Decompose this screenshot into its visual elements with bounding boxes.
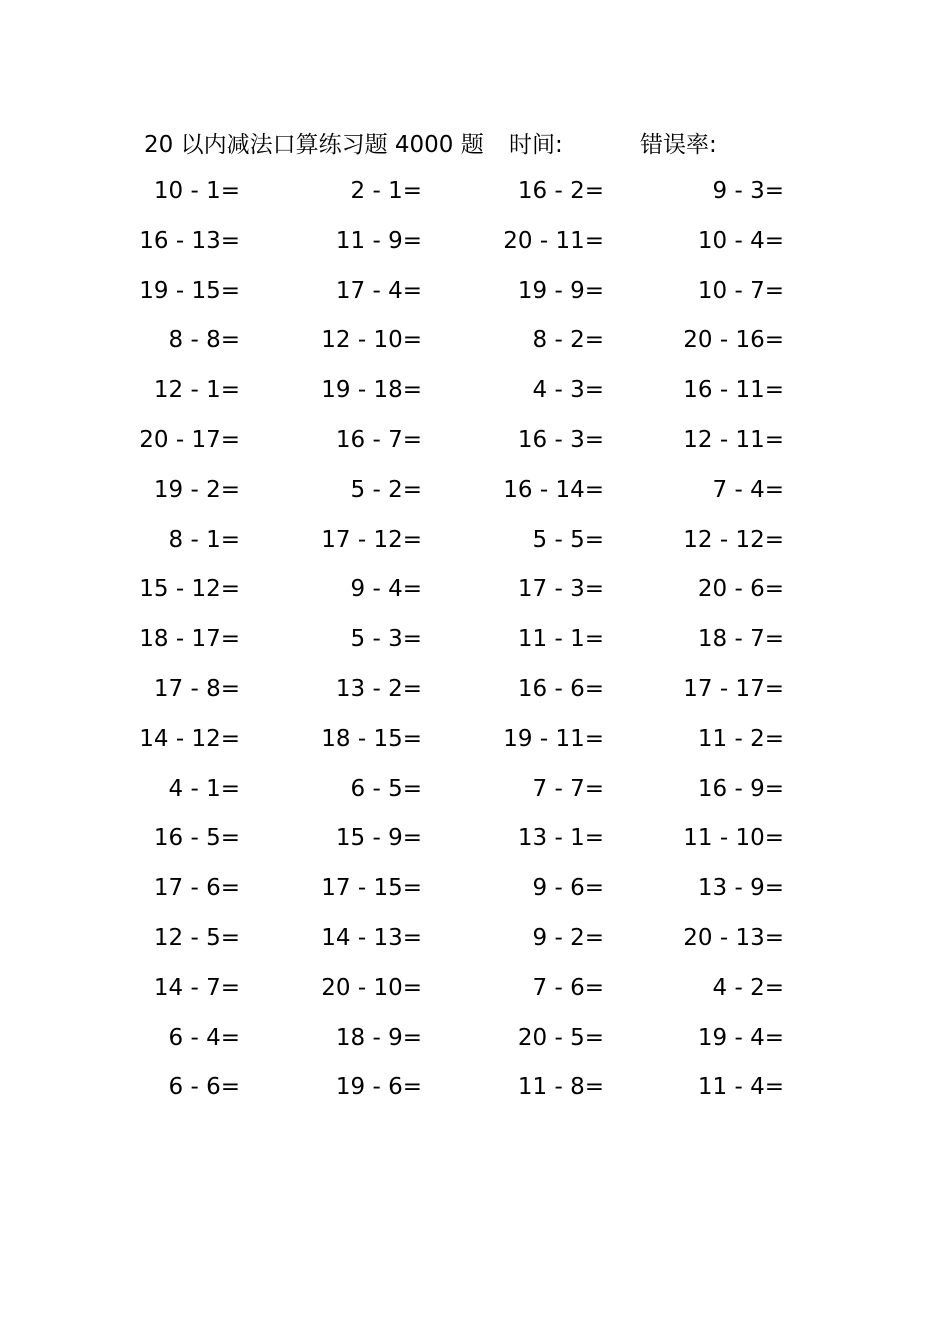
problem-item: 2 - 1= <box>350 178 422 204</box>
problem-item: 20 - 11= <box>503 227 604 254</box>
problem-item: 13 - 2= <box>335 675 422 702</box>
problem-item: 20 - 5= <box>517 1024 604 1051</box>
problem-item: 16 - 13= <box>139 227 240 254</box>
problem-item: 4 - 3= <box>532 377 604 404</box>
problem-item: 9 - 6= <box>532 875 604 902</box>
problem-item: 18 - 9= <box>335 1024 422 1051</box>
problem-item: 19 - 9= <box>517 277 604 304</box>
problem-item: 19 - 6= <box>335 1074 422 1101</box>
problem-item: 10 - 1= <box>153 178 240 204</box>
problem-item: 16 - 11= <box>683 377 784 404</box>
problem-item: 7 - 4= <box>712 476 784 503</box>
problem-item: 11 - 2= <box>697 725 784 752</box>
problem-item: 12 - 10= <box>321 327 422 354</box>
problem-item: 8 - 8= <box>168 327 240 354</box>
problem-item: 12 - 5= <box>153 924 240 951</box>
problem-item: 11 - 1= <box>517 626 604 653</box>
problem-item: 13 - 1= <box>517 825 604 852</box>
problem-item: 16 - 6= <box>517 675 604 702</box>
problem-row <box>0 274 950 324</box>
problem-row <box>0 1021 950 1071</box>
worksheet-header <box>0 126 950 160</box>
problem-item: 9 - 3= <box>712 178 784 204</box>
problem-item: 7 - 6= <box>532 974 604 1001</box>
problem-item: 17 - 3= <box>517 576 604 603</box>
problem-row <box>0 572 950 622</box>
worksheet-title: 20 以内减法口算练习题 4000 题 <box>144 132 484 158</box>
problem-item: 20 - 6= <box>697 576 784 603</box>
problem-item: 5 - 5= <box>532 526 604 553</box>
problem-item: 5 - 3= <box>350 626 422 653</box>
problem-item: 17 - 17= <box>683 675 784 702</box>
problem-item: 13 - 9= <box>697 875 784 902</box>
problem-item: 17 - 4= <box>335 277 422 304</box>
problem-row <box>0 323 950 373</box>
problem-item: 17 - 6= <box>153 875 240 902</box>
problem-item: 19 - 4= <box>697 1024 784 1051</box>
problem-row <box>0 971 950 1021</box>
problem-item: 16 - 9= <box>697 775 784 802</box>
problem-row <box>0 224 950 274</box>
problem-row <box>0 523 950 573</box>
problem-item: 16 - 14= <box>503 476 604 503</box>
problem-item: 16 - 5= <box>153 825 240 852</box>
problem-row <box>0 672 950 722</box>
problem-item: 14 - 7= <box>153 974 240 1001</box>
problem-item: 20 - 17= <box>139 426 240 453</box>
problem-item: 16 - 7= <box>335 426 422 453</box>
problem-row <box>0 772 950 822</box>
problem-item: 10 - 4= <box>697 227 784 254</box>
problem-item: 20 - 13= <box>683 924 784 951</box>
problem-item: 12 - 12= <box>683 526 784 553</box>
problem-item: 8 - 1= <box>168 526 240 553</box>
problem-item: 7 - 7= <box>532 775 604 802</box>
problem-item: 11 - 4= <box>697 1074 784 1101</box>
problem-item: 12 - 1= <box>153 377 240 404</box>
problem-item: 19 - 15= <box>139 277 240 304</box>
problem-grid <box>0 174 950 1120</box>
problem-item: 11 - 9= <box>335 227 422 254</box>
problem-row <box>0 722 950 772</box>
problem-item: 18 - 15= <box>321 725 422 752</box>
problem-item: 20 - 10= <box>321 974 422 1001</box>
problem-item: 17 - 8= <box>153 675 240 702</box>
problem-item: 20 - 16= <box>683 327 784 354</box>
problem-item: 6 - 4= <box>168 1024 240 1051</box>
error-rate-label: 错误率: <box>640 132 717 158</box>
problem-item: 9 - 2= <box>532 924 604 951</box>
problem-item: 16 - 3= <box>517 426 604 453</box>
problem-item: 4 - 2= <box>712 974 784 1001</box>
problem-item: 11 - 10= <box>683 825 784 852</box>
problem-item: 19 - 18= <box>321 377 422 404</box>
problem-row <box>0 871 950 921</box>
problem-row <box>0 174 950 224</box>
problem-row <box>0 921 950 971</box>
problem-row <box>0 1070 950 1120</box>
problem-item: 10 - 7= <box>697 277 784 304</box>
problem-row <box>0 821 950 871</box>
problem-item: 19 - 2= <box>153 476 240 503</box>
problem-row <box>0 622 950 672</box>
problem-item: 17 - 12= <box>321 526 422 553</box>
problem-item: 14 - 12= <box>139 725 240 752</box>
problem-item: 15 - 12= <box>139 576 240 603</box>
problem-item: 8 - 2= <box>532 327 604 354</box>
problem-item: 19 - 11= <box>503 725 604 752</box>
problem-item: 12 - 11= <box>683 426 784 453</box>
problem-item: 6 - 6= <box>168 1074 240 1101</box>
problem-item: 5 - 2= <box>350 476 422 503</box>
problem-row <box>0 423 950 473</box>
problem-item: 17 - 15= <box>321 875 422 902</box>
problem-item: 4 - 1= <box>168 775 240 802</box>
problem-item: 9 - 4= <box>350 576 422 603</box>
problem-item: 11 - 8= <box>517 1074 604 1101</box>
problem-row <box>0 473 950 523</box>
problem-item: 18 - 17= <box>139 626 240 653</box>
time-label: 时间: <box>509 132 563 158</box>
problem-item: 16 - 2= <box>517 178 604 204</box>
problem-item: 18 - 7= <box>697 626 784 653</box>
problem-item: 14 - 13= <box>321 924 422 951</box>
problem-item: 6 - 5= <box>350 775 422 802</box>
problem-item: 15 - 9= <box>335 825 422 852</box>
problem-row <box>0 373 950 423</box>
